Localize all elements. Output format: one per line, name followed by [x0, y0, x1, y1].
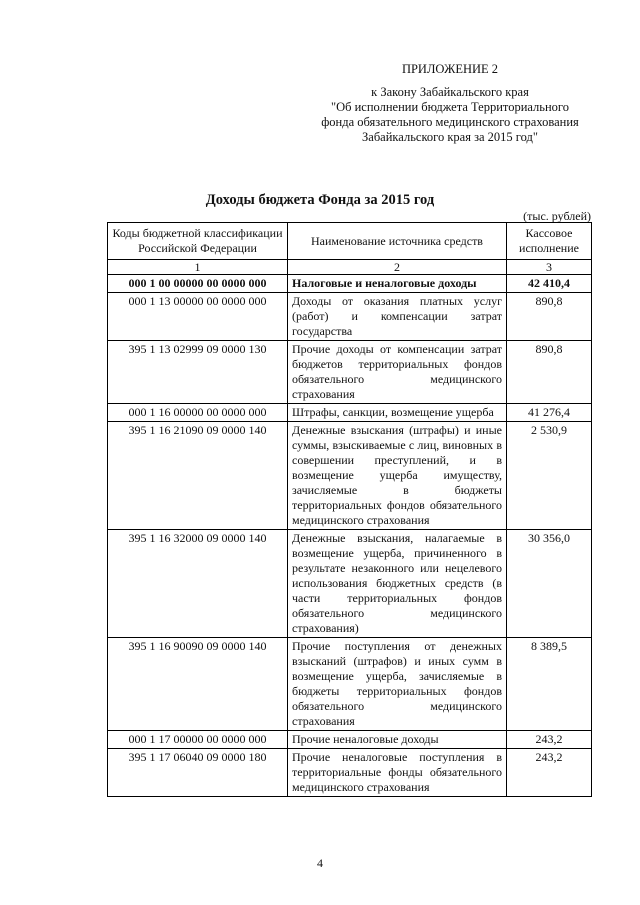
row-code: 000 1 00 00000 00 0000 000 [108, 275, 288, 293]
row-value: 8 389,5 [507, 638, 592, 731]
header-code: Коды бюджетной классификации Российской Федерации [108, 223, 288, 260]
page-number: 4 [317, 856, 323, 870]
column-number-row [108, 260, 592, 275]
appendix-line: "Об исполнении бюджета Территориального [330, 100, 569, 114]
units-label: (тыс. рублей) [523, 209, 591, 223]
table-row [108, 638, 592, 731]
row-name: Штрафы, санкции, возмещение ущерба [288, 404, 507, 422]
appendix-line: Забайкальского края за 2015 год" [362, 130, 538, 144]
row-name: Денежные взыскания, налагаемые в возмещение ущерба, причиненного в результате незаконного или нецелевого использования бюджетных средств (в части территориальных фондов обязательного медицинского страхования) [288, 530, 507, 638]
row-value: 890,8 [507, 341, 592, 404]
table-row [108, 749, 592, 797]
row-code: 395 1 16 21090 09 0000 140 [108, 422, 288, 530]
row-code: 395 1 16 32000 09 0000 140 [108, 530, 288, 638]
header-name: Наименование источника средств [288, 223, 507, 260]
appendix-line: фонда обязательного медицинского страхования [321, 115, 579, 129]
row-name: Прочие доходы от компенсации затрат бюджетов территориальных фондов обязательного медицинского страхования [288, 341, 507, 404]
row-value: 243,2 [507, 749, 592, 797]
row-name: Денежные взыскания (штрафы) и иные суммы, взыскиваемые с лиц, виновных в совершении преступлений, и в возмещение ущерба имуществу, зачисляемые в бюджеты территориальных фондов обязательного медицинского страхования [288, 422, 507, 530]
row-code: 000 1 16 00000 00 0000 000 [108, 404, 288, 422]
column-number: 1 [108, 260, 288, 275]
table-row [108, 530, 592, 638]
table-row [108, 293, 592, 341]
column-number: 2 [288, 260, 507, 275]
appendix-title: ПРИЛОЖЕНИЕ 2 [401, 62, 499, 76]
table-row [108, 404, 592, 422]
row-name: Доходы от оказания платных услуг (работ) и компенсации затрат государства [288, 293, 507, 341]
table-header-row [108, 223, 592, 260]
table-row [108, 341, 592, 404]
table-row [108, 731, 592, 749]
row-value: 2 530,9 [507, 422, 592, 530]
appendix-line: к Закону Забайкальского края [371, 85, 529, 99]
row-code: 000 1 17 00000 00 0000 000 [108, 731, 288, 749]
appendix-header [300, 62, 600, 145]
table-row [108, 275, 592, 293]
header-value: Кассовое исполнение [507, 223, 592, 260]
document-title: Доходы бюджета Фонда за 2015 год [205, 192, 435, 208]
table-row [108, 422, 592, 530]
row-code: 395 1 16 90090 09 0000 140 [108, 638, 288, 731]
row-name: Прочие неналоговые доходы [288, 731, 507, 749]
row-value: 890,8 [507, 293, 592, 341]
income-table [107, 222, 592, 797]
row-name: Прочие неналоговые поступления в территориальные фонды обязательного медицинского страхования [288, 749, 507, 797]
row-code: 395 1 13 02999 09 0000 130 [108, 341, 288, 404]
row-value: 30 356,0 [507, 530, 592, 638]
row-value: 41 276,4 [507, 404, 592, 422]
row-code: 395 1 17 06040 09 0000 180 [108, 749, 288, 797]
row-code: 000 1 13 00000 00 0000 000 [108, 293, 288, 341]
row-name: Налоговые и неналоговые доходы [288, 275, 507, 293]
column-number: 3 [507, 260, 592, 275]
row-value: 243,2 [507, 731, 592, 749]
row-value: 42 410,4 [507, 275, 592, 293]
row-name: Прочие поступления от денежных взысканий (штрафов) и иных сумм в возмещение ущерба, зачисляемые в бюджеты территориальных фондов обязательного медицинского страхования [288, 638, 507, 731]
